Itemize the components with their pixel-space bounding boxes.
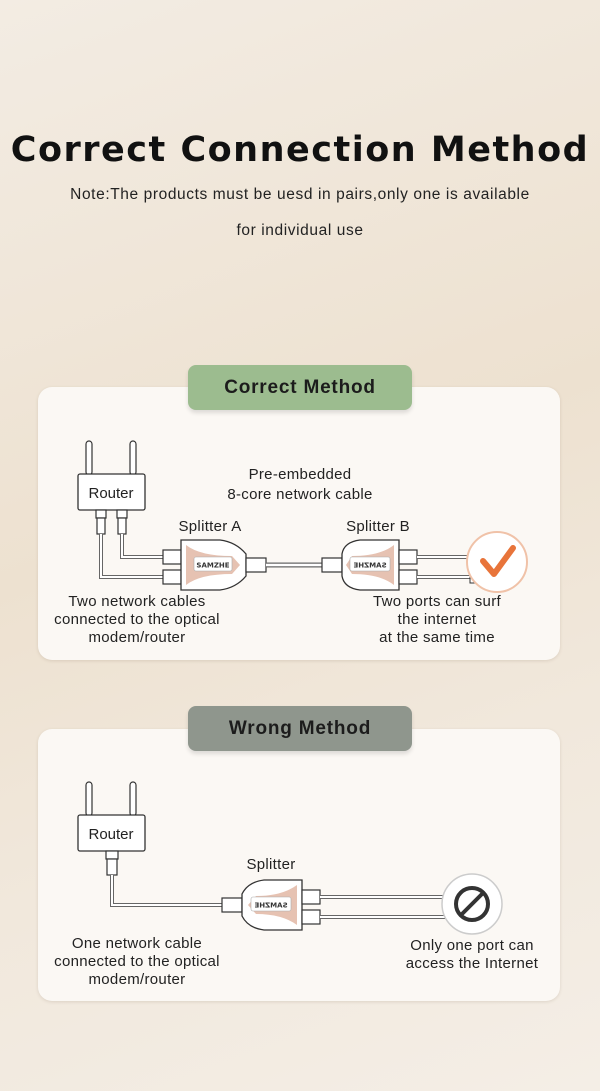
- right-caption-correct-3: at the same time: [379, 629, 495, 646]
- left-caption-wrong-3: modem/router: [88, 971, 186, 988]
- splitter-a-label: Splitter A: [178, 518, 242, 535]
- splitter-a-brand: SAMZHE: [196, 561, 230, 570]
- splitter-wrong-label: Splitter: [246, 856, 296, 873]
- left-caption-correct-1: Two network cables: [68, 593, 206, 610]
- note-line-2: for individual use: [236, 222, 364, 239]
- left-caption-wrong-1: One network cable: [71, 935, 203, 952]
- correct-method-heading: Correct Method: [188, 365, 412, 410]
- router-label-correct: Router: [88, 485, 134, 502]
- right-caption-correct-2: the internet: [397, 611, 477, 628]
- output-cables-wrong: [320, 897, 445, 917]
- router-antennas-wrong: [86, 782, 136, 816]
- left-caption-correct-3: modem/router: [88, 629, 186, 646]
- prohibited-icon: [442, 874, 502, 934]
- page-title: Correct Connection Method: [10, 130, 590, 170]
- splitter-wrong: [222, 880, 320, 930]
- splitter-b-brand: SAMZHE: [353, 561, 387, 570]
- right-caption-wrong-2: access the Internet: [405, 955, 539, 972]
- splitter-wrong-brand: SAMZHE: [254, 901, 288, 910]
- wrong-method-heading: Wrong Method: [188, 706, 412, 751]
- router-cable-wrong: [112, 875, 222, 905]
- splitter-b-label: Splitter B: [346, 518, 410, 535]
- right-caption-wrong-1: Only one port can: [410, 937, 534, 954]
- cable-label-line-1: Pre-embedded: [248, 466, 352, 483]
- cable-label-line-2: 8-core network cable: [227, 486, 373, 503]
- router-plug-wrong: [106, 851, 118, 875]
- router-label-wrong: Router: [88, 826, 134, 843]
- left-caption-wrong-2: connected to the optical: [54, 953, 220, 970]
- note-line-1: Note:The products must be uesd in pairs,only one is available: [70, 186, 530, 203]
- left-caption-correct-2: connected to the optical: [54, 611, 220, 628]
- right-caption-correct-1: Two ports can surf: [373, 593, 501, 610]
